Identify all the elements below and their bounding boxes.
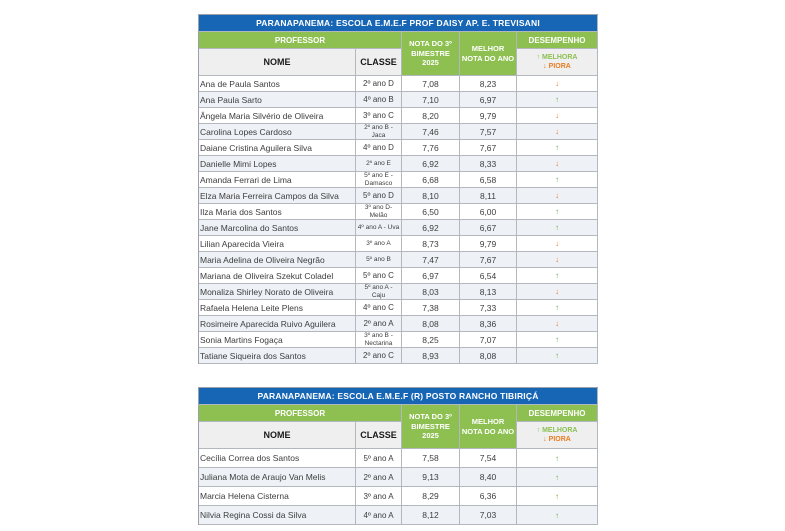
trend-down-arrow-icon: ↓ <box>517 236 598 252</box>
melhor-nota-cell: 6,58 <box>460 172 517 188</box>
professor-name-cell: Jane Marcolina do Santos <box>199 220 356 236</box>
table-row <box>199 140 598 156</box>
nota-bimestre-cell: 8,12 <box>402 506 460 525</box>
trend-up-arrow-icon: ↑ <box>517 172 598 188</box>
table-row <box>199 188 598 204</box>
desempenho-header: DESEMPENHO <box>517 32 598 49</box>
nota-bimestre-cell: 7,38 <box>402 300 460 316</box>
melhor-nota-cell: 7,67 <box>460 140 517 156</box>
nota-bimestre-cell: 7,47 <box>402 252 460 268</box>
trend-down-arrow-icon: ↓ <box>517 156 598 172</box>
melhor-nota-cell: 7,07 <box>460 332 517 348</box>
down-arrow-icon: ↓ <box>543 436 547 443</box>
classe-cell: 3º ano A <box>356 236 402 252</box>
melhor-nota-cell: 7,03 <box>460 506 517 525</box>
down-arrow-icon: ↓ <box>543 63 547 70</box>
classe-cell: 2º ano E <box>356 156 402 172</box>
professor-name-cell: Tatiane Siqueira dos Santos <box>199 348 356 364</box>
trend-down-arrow-icon: ↓ <box>517 188 598 204</box>
melhor-nota-cell: 6,54 <box>460 268 517 284</box>
professor-name-cell: Ana de Paula Santos <box>199 76 356 92</box>
nota-bimestre-cell: 6,92 <box>402 156 460 172</box>
trend-up-arrow-icon: ↑ <box>517 204 598 220</box>
table-row <box>199 268 598 284</box>
melhor-nota-header: MELHOR NOTA DO ANO <box>460 405 517 449</box>
trend-up-arrow-icon: ↑ <box>517 487 598 506</box>
piora-label: ↓ PIORA <box>543 436 571 443</box>
melhor-nota-cell: 6,00 <box>460 204 517 220</box>
table-row <box>199 172 598 188</box>
table-row <box>199 487 598 506</box>
classe-cell: 5º ano D <box>356 188 402 204</box>
header-row-top <box>199 405 598 422</box>
melhor-nota-cell: 8,33 <box>460 156 517 172</box>
trend-up-arrow-icon: ↑ <box>517 332 598 348</box>
table-row <box>199 284 598 300</box>
school-table-2 <box>198 387 598 525</box>
desempenho-legend <box>517 49 598 76</box>
professor-name-cell: Sonia Martins Fogaça <box>199 332 356 348</box>
melhor-nota-cell: 8,40 <box>460 468 517 487</box>
professor-name-cell: Monaliza Shirley Norato de Oliveira <box>199 284 356 300</box>
classe-cell: 3º ano B - Nectarina <box>356 332 402 348</box>
professor-name-cell: Elza Maria Ferreira Campos da Silva <box>199 188 356 204</box>
table-title: PARANAPANEMA: ESCOLA E.M.E.F PROF DAISY AP. E. TREVISANI <box>199 15 598 32</box>
trend-up-arrow-icon: ↑ <box>517 92 598 108</box>
melhor-nota-cell: 7,57 <box>460 124 517 140</box>
nota-bimestre-cell: 6,97 <box>402 268 460 284</box>
trend-down-arrow-icon: ↓ <box>517 316 598 332</box>
table-spacer <box>198 364 785 387</box>
nota-bimestre-cell: 8,25 <box>402 332 460 348</box>
table-row <box>199 76 598 92</box>
nota-bimestre-cell: 7,10 <box>402 92 460 108</box>
table-row <box>199 316 598 332</box>
piora-label: ↓ PIORA <box>543 63 571 70</box>
professor-name-cell: Cecília Correa dos Santos <box>199 449 356 468</box>
table-row <box>199 348 598 364</box>
classe-cell: 3º ano A <box>356 487 402 506</box>
melhor-nota-cell: 8,13 <box>460 284 517 300</box>
trend-up-arrow-icon: ↑ <box>517 449 598 468</box>
table-row <box>199 124 598 140</box>
professor-name-cell: Amanda Ferrari de Lima <box>199 172 356 188</box>
nome-header: NOME <box>199 422 356 449</box>
classe-cell: 2º ano B - Jaca <box>356 124 402 140</box>
melhor-nota-header: MELHOR NOTA DO ANO <box>460 32 517 76</box>
trend-down-arrow-icon: ↓ <box>517 76 598 92</box>
professor-name-cell: Marcia Helena Cisterna <box>199 487 356 506</box>
nota-bimestre-cell: 7,76 <box>402 140 460 156</box>
classe-cell: 3º ano C <box>356 108 402 124</box>
table-row <box>199 220 598 236</box>
classe-cell: 5º ano E - Damasco <box>356 172 402 188</box>
nota-bimestre-cell: 8,08 <box>402 316 460 332</box>
trend-up-arrow-icon: ↑ <box>517 140 598 156</box>
table-title: PARANAPANEMA: ESCOLA E.M.E.F (R) POSTO RANCHO TIBIRIÇÁ <box>199 388 598 405</box>
table-title-row <box>199 388 598 405</box>
nota-bimestre-cell: 7,08 <box>402 76 460 92</box>
melhora-label: ↑ MELHORA <box>536 426 578 434</box>
table-title-row <box>199 15 598 32</box>
melhor-nota-cell: 6,97 <box>460 92 517 108</box>
trend-down-arrow-icon: ↓ <box>517 124 598 140</box>
classe-header: CLASSE <box>356 422 402 449</box>
table-row <box>199 332 598 348</box>
nota-bimestre-cell: 8,93 <box>402 348 460 364</box>
classe-cell: 4º ano A - Uva <box>356 220 402 236</box>
desempenho-header: DESEMPENHO <box>517 405 598 422</box>
table-row <box>199 156 598 172</box>
professor-name-cell: Juliana Mota de Araujo Van Melis <box>199 468 356 487</box>
classe-cell: 3º ano D- Melão <box>356 204 402 220</box>
header-row-sub <box>199 422 598 449</box>
trend-down-arrow-icon: ↓ <box>517 284 598 300</box>
professor-name-cell: Ângela Maria Silvério de Oliveira <box>199 108 356 124</box>
trend-up-arrow-icon: ↑ <box>517 300 598 316</box>
nota-bimestre-cell: 8,03 <box>402 284 460 300</box>
nota-bimestre-cell: 8,73 <box>402 236 460 252</box>
trend-up-arrow-icon: ↑ <box>517 268 598 284</box>
professor-name-cell: Maria Adelina de Oliveira Negrão <box>199 252 356 268</box>
classe-header: CLASSE <box>356 49 402 76</box>
nota-bimestre-cell: 7,46 <box>402 124 460 140</box>
up-arrow-icon: ↑ <box>536 53 541 61</box>
nota-bimestre-header: NOTA DO 3º BIMESTRE 2025 <box>402 405 460 449</box>
nota-bimestre-header: NOTA DO 3º BIMESTRE 2025 <box>402 32 460 76</box>
table-row <box>199 468 598 487</box>
melhor-nota-cell: 8,08 <box>460 348 517 364</box>
classe-cell: 2º ano A <box>356 316 402 332</box>
trend-down-arrow-icon: ↓ <box>517 108 598 124</box>
nota-bimestre-cell: 8,20 <box>402 108 460 124</box>
melhor-nota-cell: 7,33 <box>460 300 517 316</box>
table-row <box>199 300 598 316</box>
classe-cell: 4º ano D <box>356 140 402 156</box>
header-row-top <box>199 32 598 49</box>
professor-header: PROFESSOR <box>199 32 402 49</box>
professor-name-cell: Ana Paula Sarto <box>199 92 356 108</box>
professor-name-cell: Rafaela Helena Leite Plens <box>199 300 356 316</box>
nota-bimestre-cell: 8,29 <box>402 487 460 506</box>
melhor-nota-cell: 6,36 <box>460 487 517 506</box>
melhor-nota-cell: 9,79 <box>460 236 517 252</box>
classe-cell: 5º ano A - Caju <box>356 284 402 300</box>
classe-cell: 4º ano C <box>356 300 402 316</box>
professor-header: PROFESSOR <box>199 405 402 422</box>
table-row <box>199 506 598 525</box>
professor-name-cell: Ilza Maria dos Santos <box>199 204 356 220</box>
table-row <box>199 449 598 468</box>
table-row <box>199 92 598 108</box>
professor-name-cell: Daiane Cristina Aguilera Silva <box>199 140 356 156</box>
nota-bimestre-cell: 6,68 <box>402 172 460 188</box>
classe-cell: 4º ano B <box>356 92 402 108</box>
melhor-nota-cell: 8,11 <box>460 188 517 204</box>
table-row <box>199 108 598 124</box>
classe-cell: 5º ano A <box>356 449 402 468</box>
trend-up-arrow-icon: ↑ <box>517 220 598 236</box>
classe-cell: 5º ano C <box>356 268 402 284</box>
table-row <box>199 252 598 268</box>
trend-up-arrow-icon: ↑ <box>517 468 598 487</box>
melhor-nota-cell: 9,79 <box>460 108 517 124</box>
classe-cell: 2º ano C <box>356 348 402 364</box>
up-arrow-icon: ↑ <box>536 426 541 434</box>
professor-name-cell: Lilian Aparecida Vieira <box>199 236 356 252</box>
melhor-nota-cell: 7,67 <box>460 252 517 268</box>
professor-name-cell: Danielle Mimi Lopes <box>199 156 356 172</box>
nota-bimestre-cell: 6,92 <box>402 220 460 236</box>
header-row-sub <box>199 49 598 76</box>
nota-bimestre-cell: 8,10 <box>402 188 460 204</box>
school-table-1 <box>198 14 598 364</box>
table-row <box>199 204 598 220</box>
nota-bimestre-cell: 9,13 <box>402 468 460 487</box>
melhor-nota-cell: 8,23 <box>460 76 517 92</box>
melhora-label: ↑ MELHORA <box>536 53 578 61</box>
classe-cell: 2º ano A <box>356 468 402 487</box>
trend-down-arrow-icon: ↓ <box>517 252 598 268</box>
desempenho-legend <box>517 422 598 449</box>
trend-up-arrow-icon: ↑ <box>517 348 598 364</box>
professor-name-cell: Rosimeire Aparecida Ruivo Aguilera <box>199 316 356 332</box>
melhor-nota-cell: 6,67 <box>460 220 517 236</box>
professor-name-cell: Nilvia Regina Cossi da Silva <box>199 506 356 525</box>
trend-up-arrow-icon: ↑ <box>517 506 598 525</box>
nome-header: NOME <box>199 49 356 76</box>
classe-cell: 2º ano D <box>356 76 402 92</box>
nota-bimestre-cell: 7,58 <box>402 449 460 468</box>
classe-cell: 5º ano B <box>356 252 402 268</box>
nota-bimestre-cell: 6,50 <box>402 204 460 220</box>
professor-name-cell: Mariana de Oliveira Szekut Coladel <box>199 268 356 284</box>
melhor-nota-cell: 8,36 <box>460 316 517 332</box>
melhor-nota-cell: 7,54 <box>460 449 517 468</box>
classe-cell: 4º ano A <box>356 506 402 525</box>
table-row <box>199 236 598 252</box>
professor-name-cell: Carolina Lopes Cardoso <box>199 124 356 140</box>
